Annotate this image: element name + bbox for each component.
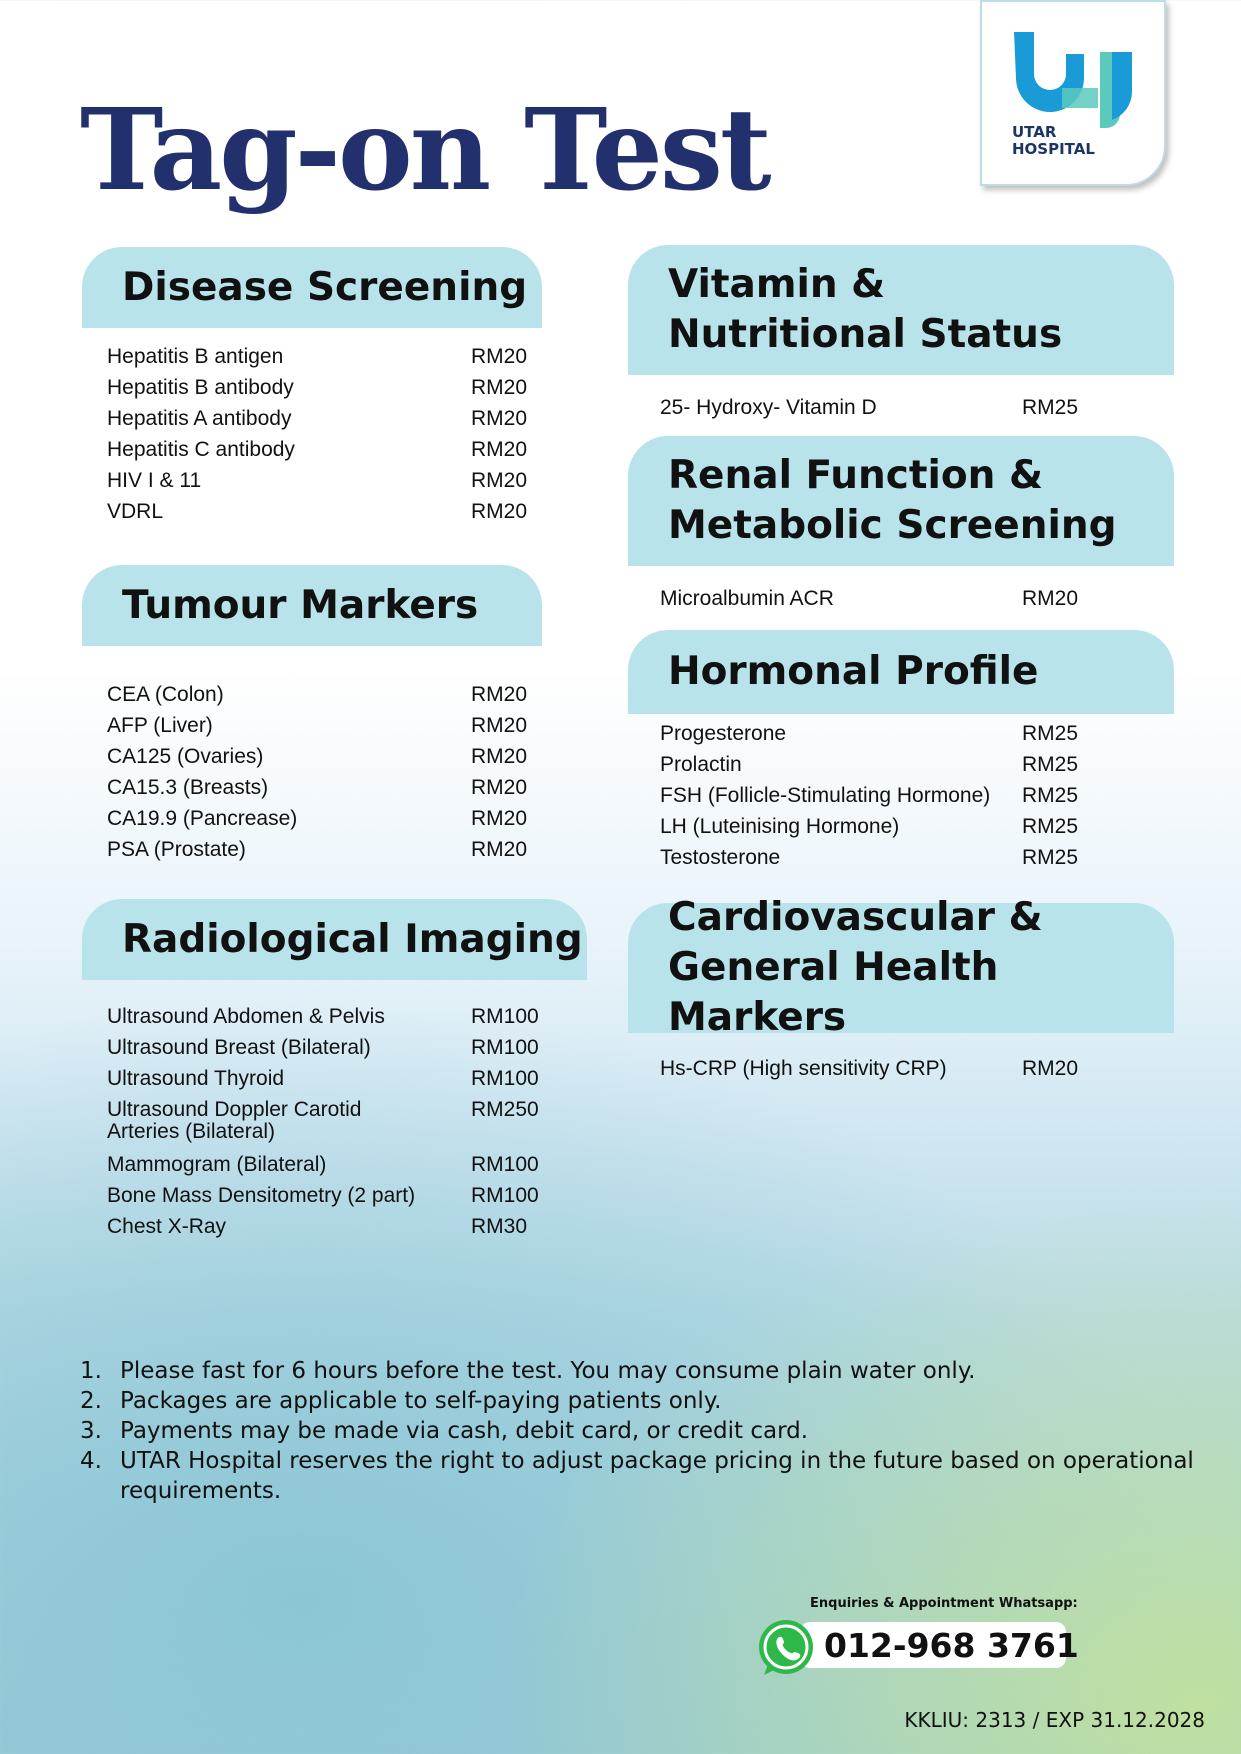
section-title: Renal Function & Metabolic Screening xyxy=(668,453,1117,548)
notes-list xyxy=(80,1356,1241,1506)
test-price: RM20 xyxy=(471,683,528,706)
test-name: Ultrasound Abdomen & Pelvis xyxy=(107,1005,385,1028)
test-name: Hepatitis B antigen xyxy=(107,345,284,368)
test-price: RM20 xyxy=(1022,587,1079,610)
test-name: HIV I & 11 xyxy=(107,469,202,492)
test-name: Microalbumin ACR xyxy=(660,587,834,610)
test-price: RM25 xyxy=(1022,396,1079,419)
whatsapp-phone-number[interactable]: 012-968 3761 xyxy=(824,1626,1079,1665)
test-name: Ultrasound Doppler Carotid Arteries (Bilateral) xyxy=(107,1098,362,1143)
note-number: 2. xyxy=(80,1388,102,1414)
cardiovascular-header xyxy=(628,895,1174,1040)
note-number: 4. xyxy=(80,1448,102,1474)
license-text: KKLIU: 2313 / EXP 31.12.2028 xyxy=(904,1708,1205,1732)
hormonal-profile-header xyxy=(628,630,1174,714)
radiological-imaging-header xyxy=(82,899,587,980)
test-price: RM20 xyxy=(1022,1057,1079,1080)
test-name: 25- Hydroxy- Vitamin D xyxy=(660,396,877,419)
test-price: RM25 xyxy=(1022,846,1079,869)
logo-mark-icon xyxy=(1012,30,1138,130)
test-name: PSA (Prostate) xyxy=(107,838,246,861)
note-item xyxy=(80,1386,1241,1416)
logo-text-line1: UTAR xyxy=(1012,123,1057,141)
test-name: CEA (Colon) xyxy=(107,683,224,706)
test-price: RM30 xyxy=(471,1215,528,1238)
test-name: FSH (Follicle-Stimulating Hormone) xyxy=(660,784,991,807)
test-name: LH (Luteinising Hormone) xyxy=(660,815,900,838)
vitamin-nutritional-header xyxy=(628,245,1174,375)
test-name: Ultrasound Breast (Bilateral) xyxy=(107,1036,371,1059)
note-text: UTAR Hospital reserves the right to adjust package pricing in the future based on operational requirements. xyxy=(120,1448,1194,1504)
page-title: Tag-on Test xyxy=(80,85,769,216)
test-name: CA15.3 (Breasts) xyxy=(107,776,269,799)
test-price: RM20 xyxy=(471,776,528,799)
disease-screening-header xyxy=(82,247,542,328)
test-price: RM100 xyxy=(471,1153,539,1176)
test-price: RM20 xyxy=(471,807,528,830)
note-number: 1. xyxy=(80,1358,102,1384)
test-name: CA19.9 (Pancrease) xyxy=(107,807,298,830)
test-name: Ultrasound Thyroid xyxy=(107,1067,285,1090)
note-item xyxy=(80,1356,1241,1386)
test-price: RM25 xyxy=(1022,753,1079,776)
test-price: RM100 xyxy=(471,1184,539,1207)
test-price: RM20 xyxy=(471,407,528,430)
whatsapp-icon[interactable] xyxy=(754,1617,816,1679)
test-name: AFP (Liver) xyxy=(107,714,213,737)
test-price: RM20 xyxy=(471,438,528,461)
test-name: Mammogram (Bilateral) xyxy=(107,1153,327,1176)
test-price: RM20 xyxy=(471,745,528,768)
enquiry-label: Enquiries & Appointment Whatsapp: xyxy=(810,1596,1078,1611)
test-price: RM20 xyxy=(471,345,528,368)
section-title: Disease Screening xyxy=(122,264,528,310)
section-title: Hormonal Profile xyxy=(668,649,1039,694)
tumour-markers-header xyxy=(82,565,542,646)
hospital-logo xyxy=(980,0,1166,186)
note-text: Packages are applicable to self-paying patients only. xyxy=(120,1388,722,1414)
test-price: RM100 xyxy=(471,1005,539,1028)
test-price: RM20 xyxy=(471,714,528,737)
test-price: RM100 xyxy=(471,1036,539,1059)
note-number: 3. xyxy=(80,1418,102,1444)
section-title: Vitamin & Nutritional Status xyxy=(668,262,1063,357)
test-price: RM25 xyxy=(1022,722,1079,745)
test-name: Hs-CRP (High sensitivity CRP) xyxy=(660,1057,947,1080)
test-name: Bone Mass Densitometry (2 part) xyxy=(107,1184,416,1207)
section-title: Radiological Imaging xyxy=(122,916,583,962)
test-price: RM250 xyxy=(471,1098,539,1121)
test-price: RM100 xyxy=(471,1067,539,1090)
renal-function-header xyxy=(628,436,1174,566)
section-title: Cardiovascular & General Health Markers xyxy=(668,895,1043,1040)
logo-text xyxy=(1012,124,1095,158)
note-text: Please fast for 6 hours before the test. You may consume plain water only. xyxy=(120,1358,976,1384)
section-title: Tumour Markers xyxy=(122,582,479,628)
test-name: CA125 (Ovaries) xyxy=(107,745,264,768)
test-price: RM20 xyxy=(471,500,528,523)
logo-text-line2: HOSPITAL xyxy=(1012,140,1095,158)
test-name: Hepatitis B antibody xyxy=(107,376,294,399)
test-name: VDRL xyxy=(107,500,164,523)
test-price: RM20 xyxy=(471,469,528,492)
test-name: Chest X-Ray xyxy=(107,1215,227,1238)
test-name: Hepatitis C antibody xyxy=(107,438,295,461)
test-name: Hepatitis A antibody xyxy=(107,407,292,430)
note-item xyxy=(80,1446,1241,1506)
test-name: Testosterone xyxy=(660,846,781,869)
test-price: RM20 xyxy=(471,376,528,399)
test-price: RM25 xyxy=(1022,784,1079,807)
test-name: Progesterone xyxy=(660,722,787,745)
test-price: RM20 xyxy=(471,838,528,861)
test-price: RM25 xyxy=(1022,815,1079,838)
note-text: Payments may be made via cash, debit card, or credit card. xyxy=(120,1418,809,1444)
note-item xyxy=(80,1416,1241,1446)
test-name: Prolactin xyxy=(660,753,742,776)
